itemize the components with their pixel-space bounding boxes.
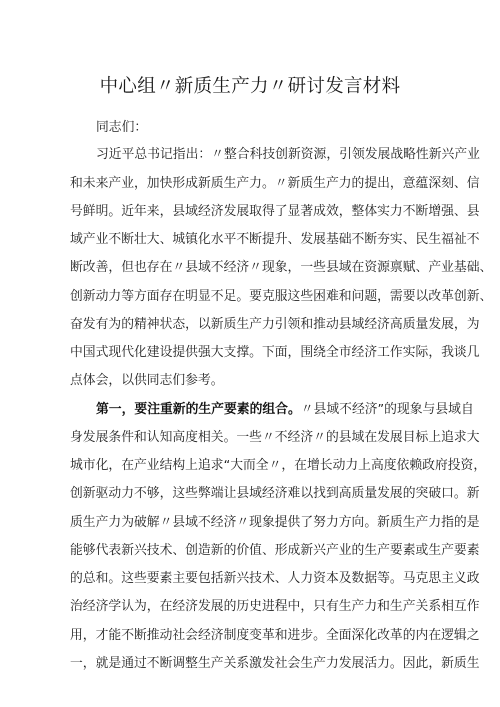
paragraph-text: 〃县域不经济”的现象与县域自 <box>300 402 474 417</box>
paragraph-line: 质生产力为破解〃县域不经济〃现象提供了努力方向。新质生产力指的是 <box>70 515 480 530</box>
document-title: 中心组〃新质生产力〃研讨发言材料 <box>99 76 401 97</box>
paragraph-first-line <box>96 401 474 419</box>
paragraph-line: 和未来产业，加快形成新质生产力。〃新质生产力的提出，意蕴深刻、信 <box>70 176 480 191</box>
paragraph-line: 点体会，以供同志们参考。 <box>70 373 224 388</box>
paragraph-line: 域产业不断壮大、城镇化水平不断提升、发展基础不断夯实、民生福祉不 <box>70 232 480 247</box>
paragraph-line: 能够代表新兴技术、创造新的价值、形成新兴产业的生产要素或生产要素 <box>70 543 480 558</box>
paragraph-line: 一，就是通过不断调整生产关系激发社会生产力发展活力。因此，新质生 <box>70 656 480 671</box>
paragraph-line: 的总和。这些要素主要包括新兴技术、人力资本及数据等。马克思主义政 <box>70 571 480 586</box>
paragraph-line: 城市化，在产业结构上追求“大而全〃，在增长动力上高度依赖政府投资， <box>70 458 487 473</box>
paragraph-line: 治经济学认为，在经济发展的历史进程中，只有生产力和生产关系相互作 <box>70 599 480 614</box>
paragraph-line: 断改善，但也存在〃县域不经济〃现象，一些县域在资源禀赋、产业基础、 <box>70 260 493 275</box>
paragraph-line: 身发展条件和认知高度相关。一些〃不经济〃的县域在发展目标上追求大 <box>70 430 480 445</box>
section-heading: 第一，要注重新的生产要素的组合。 <box>96 402 301 417</box>
paragraph-line: 号鲜明。近年来，县域经济发展取得了显著成效，整体实力不断增强、县 <box>70 204 480 219</box>
paragraph-line: 创新驱动力不够，这些弊端让县域经济难以找到高质量发展的突破口。新 <box>70 486 480 501</box>
paragraph-line: 中国式现代化建设提供强大支撑。下面，围绕全市经济工作实际，我谈几 <box>70 345 480 360</box>
paragraph-line: 奋发有为的精神状态，以新质生产力引领和推动县域经济高质量发展，为 <box>70 317 480 332</box>
paragraph-line: 用，才能不断推动社会经济制度变革和进步。全面深化改革的内在逻辑之 <box>70 628 480 643</box>
paragraph-line: 创新动力等方面存在明显不足。要克服这些困难和问题，需要以改革创新、 <box>70 289 493 304</box>
paragraph-line: 习近平总书记指出：〃整合科技创新资源，引领发展战略性新兴产业 <box>96 147 480 162</box>
salutation: 同志们： <box>96 120 148 135</box>
